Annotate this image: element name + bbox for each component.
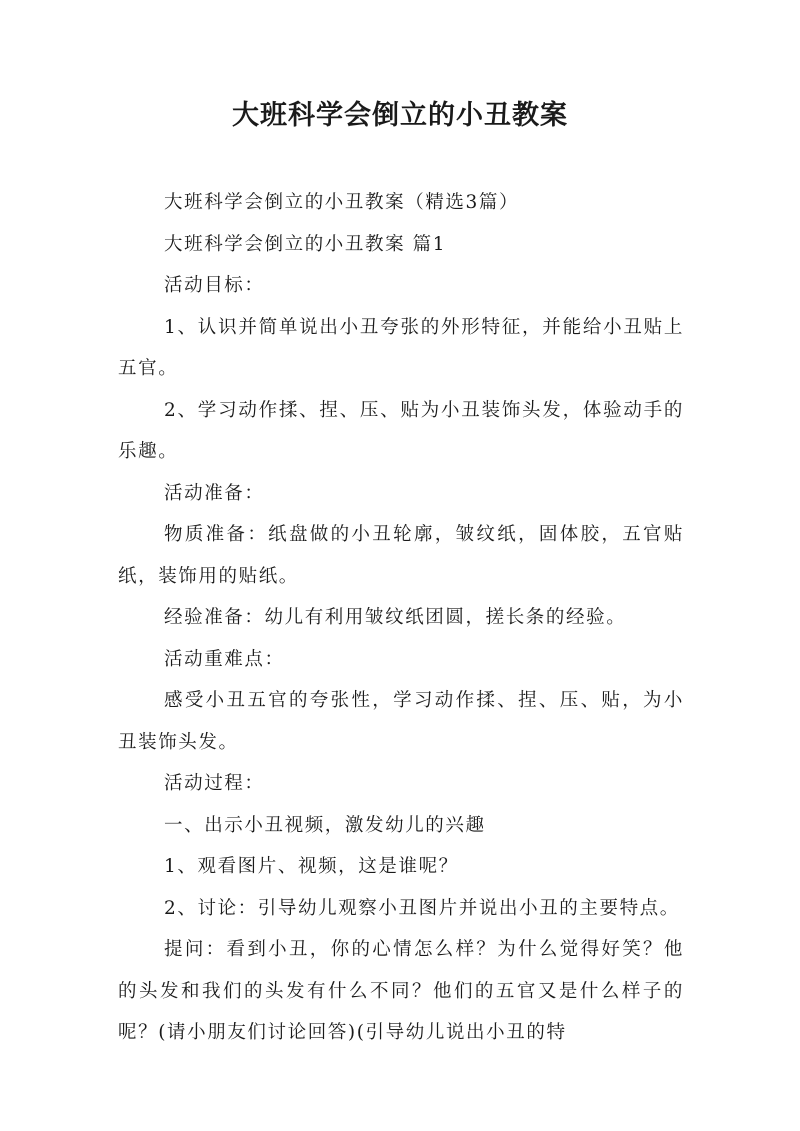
paragraph-subtitle: 大班科学会倒立的小丑教案（精选3篇） [164, 192, 520, 213]
paragraph-experience-preparation: 经验准备：幼儿有利用皱纹纸团圆，搓长条的经验。 [164, 607, 627, 628]
paragraph-key-points-heading: 活动重难点： [164, 648, 285, 670]
document-title: 大班科学会倒立的小丑教案 [232, 100, 568, 131]
paragraph-objective-1: 1、认识并简单说出小丑夸张的外形特征，并能给小丑贴上五官。 [118, 316, 684, 379]
document-body [118, 182, 684, 1054]
paragraph-step-one-2: 2、讨论：引导幼儿观察小丑图片并说出小丑的主要特点。 [164, 897, 680, 919]
paragraph-material-preparation: 物质准备：纸盘做的小丑轮廓，皱纹纸，固体胶，五官贴纸，装饰用的贴纸。 [118, 524, 684, 587]
paragraph-questions: 提问：看到小丑，你的心情怎么样？为什么觉得好笑？他的头发和我们的头发有什么不同？他们的五官又是什么样子的呢？(请小朋友们讨论回答)(引导幼儿说出小丑的特 [118, 939, 684, 1043]
paragraph-preparation-heading: 活动准备： [164, 482, 265, 504]
paragraph-section-heading: 大班科学会倒立的小丑教案 篇1 [164, 233, 447, 255]
paragraph-step-one-1: 1、观看图片、视频，这是谁呢？ [164, 856, 459, 877]
paragraph-objectives-heading: 活动目标： [164, 275, 265, 296]
paragraph-step-one: 一、出示小丑视频，激发幼儿的兴趣 [164, 814, 486, 836]
paragraph-objective-2: 2、学习动作揉、捏、压、贴为小丑装饰头发，体验动手的乐趣。 [118, 399, 684, 462]
paragraph-process-heading: 活动过程： [164, 773, 265, 794]
paragraph-key-points: 感受小丑五官的夸张性，学习动作揉、捏、压、贴，为小丑装饰头发。 [118, 690, 684, 753]
